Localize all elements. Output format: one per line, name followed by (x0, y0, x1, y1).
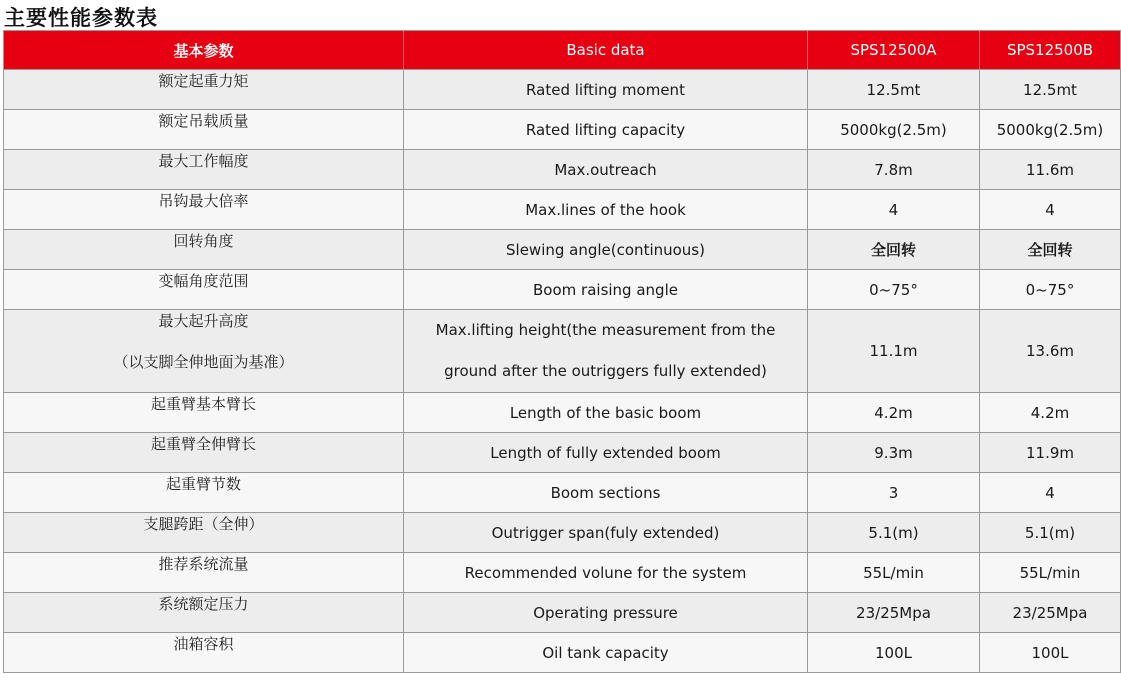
value-model-b: 100L (980, 633, 1121, 673)
param-name-en: Length of the basic boom (404, 393, 808, 433)
value-model-b: 12.5mt (980, 70, 1121, 110)
param-name-en: Max.lines of the hook (404, 190, 808, 230)
value-model-a: 12.5mt (808, 70, 980, 110)
param-name-en: Operating pressure (404, 593, 808, 633)
param-name-cn: 额定吊载质量 (4, 110, 404, 150)
param-name-cn: 油箱容积 (4, 633, 404, 673)
value-model-a: 23/25Mpa (808, 593, 980, 633)
value-model-b: 4.2m (980, 393, 1121, 433)
table-row (4, 433, 1121, 473)
table-header-row (4, 31, 1121, 70)
table-row (4, 633, 1121, 673)
table-row (4, 190, 1121, 230)
value-model-b: 55L/min (980, 553, 1121, 593)
table-row (4, 70, 1121, 110)
table-row (4, 393, 1121, 433)
value-model-b: 13.6m (980, 310, 1121, 393)
value-model-a: 55L/min (808, 553, 980, 593)
value-model-b: 5000kg(2.5m) (980, 110, 1121, 150)
value-model-a: 4 (808, 190, 980, 230)
value-model-a: 5.1(m) (808, 513, 980, 553)
param-name-en: Rated lifting capacity (404, 110, 808, 150)
header-model-b: SPS12500B (980, 31, 1121, 70)
param-name-en (404, 310, 808, 393)
param-name-cn: 额定起重力矩 (4, 70, 404, 110)
value-model-a: 全回转 (808, 230, 980, 270)
param-name-en: Boom sections (404, 473, 808, 513)
table-row (4, 150, 1121, 190)
param-name-en-line1: Max.lifting height(the measurement from the (435, 321, 776, 339)
header-basic-data: Basic data (404, 31, 808, 70)
param-name-cn: 推荐系统流量 (4, 553, 404, 593)
value-model-b: 11.9m (980, 433, 1121, 473)
value-model-b: 全回转 (980, 230, 1121, 270)
value-model-b: 4 (980, 190, 1121, 230)
value-model-a: 4.2m (808, 393, 980, 433)
table-row (4, 270, 1121, 310)
param-name-en: Boom raising angle (404, 270, 808, 310)
param-name-cn (4, 310, 404, 393)
value-model-a: 0~75° (808, 270, 980, 310)
table-row (4, 593, 1121, 633)
page-title: 主要性能参数表 (4, 6, 158, 30)
param-name-en-line2: ground after the outriggers fully extended) (444, 362, 767, 380)
param-name-en: Length of fully extended boom (404, 433, 808, 473)
param-name-cn: 起重臂节数 (4, 473, 404, 513)
param-name-cn: 变幅角度范围 (4, 270, 404, 310)
param-name-cn: 系统额定压力 (4, 593, 404, 633)
table-row (4, 513, 1121, 553)
value-model-b: 0~75° (980, 270, 1121, 310)
value-model-a: 100L (808, 633, 980, 673)
value-model-a: 9.3m (808, 433, 980, 473)
param-name-cn: 起重臂全伸臂长 (4, 433, 404, 473)
param-name-cn: 起重臂基本臂长 (4, 393, 404, 433)
param-name-cn-line1: 最大起升高度 (158, 312, 249, 330)
param-name-cn: 回转角度 (4, 230, 404, 270)
header-model-a: SPS12500A (808, 31, 980, 70)
param-name-cn: 支腿跨距（全伸） (4, 513, 404, 553)
value-model-b: 4 (980, 473, 1121, 513)
value-model-a: 5000kg(2.5m) (808, 110, 980, 150)
value-model-a: 11.1m (808, 310, 980, 393)
param-name-en: Oil tank capacity (404, 633, 808, 673)
param-name-en: Rated lifting moment (404, 70, 808, 110)
value-model-a: 3 (808, 473, 980, 513)
table-row (4, 310, 1121, 393)
value-model-a: 7.8m (808, 150, 980, 190)
param-name-en: Recommended volune for the system (404, 553, 808, 593)
param-name-cn: 吊钩最大倍率 (4, 190, 404, 230)
table-row (4, 110, 1121, 150)
header-basic-params: 基本参数 (4, 31, 404, 70)
value-model-b: 5.1(m) (980, 513, 1121, 553)
param-name-cn: 最大工作幅度 (4, 150, 404, 190)
param-name-en: Max.outreach (404, 150, 808, 190)
param-name-en: Slewing angle(continuous) (404, 230, 808, 270)
value-model-b: 23/25Mpa (980, 593, 1121, 633)
table-row (4, 553, 1121, 593)
table-row (4, 473, 1121, 513)
value-model-b: 11.6m (980, 150, 1121, 190)
table-row (4, 230, 1121, 270)
param-name-cn-line2: （以支脚全伸地面为基准） (113, 353, 294, 371)
param-name-en: Outrigger span(fuly extended) (404, 513, 808, 553)
spec-table (3, 30, 1121, 673)
